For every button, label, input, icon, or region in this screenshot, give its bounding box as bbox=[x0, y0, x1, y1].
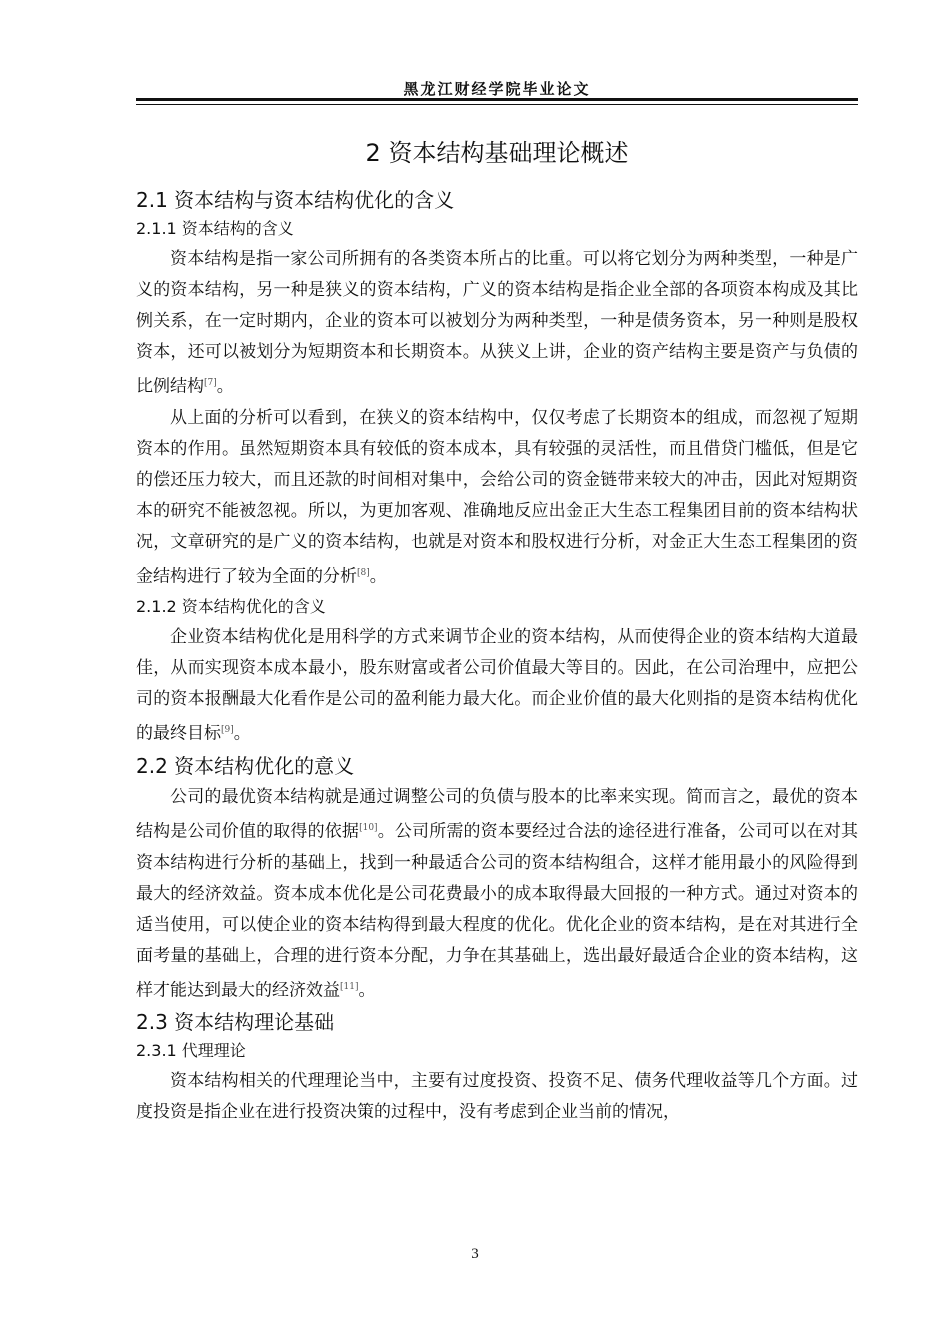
subsection-heading-2-3-1: 2.3.1 代理理论 bbox=[136, 1041, 246, 1061]
paragraph-end: 。 bbox=[216, 376, 234, 397]
paragraph-text: 资本结构相关的代理理论当中，主要有过度投资、投资不足、债务代理收益等几个方面。过度投资是指企业在进行投资决策的过程中，没有考虑到企业当前的情况， bbox=[136, 1071, 858, 1123]
citation-mark: [8] bbox=[357, 567, 370, 578]
section-heading-2-3: 2.3 资本结构理论基础 bbox=[136, 1010, 335, 1035]
paragraph-end: 。 bbox=[369, 566, 387, 587]
page-body bbox=[136, 130, 858, 1128]
citation-mark: [11] bbox=[340, 981, 359, 992]
paragraph-text: 从上面的分析可以看到，在狭义的资本结构中，仅仅考虑了长期资本的组成，而忽视了短期资本的作用。虽然短期资本具有较低的资本成本，具有较强的灵活性，而且借贷门槛低，但是它的偿还压力较大，而且还款的时间相对集中，会给公司的资金链带来较大的冲击，因此对短期资本的研究不能被忽视。所以，为更加客观、准确地反应出金正大生态工程集团目前的资本结构状况，文章研究的是广义的资本结构，也就是对资本和股权进行分析，对金正大生态工程集团的资金结构进行了较为全面的分析 bbox=[136, 407, 858, 587]
header-rule-thin bbox=[136, 104, 858, 105]
paragraph-2-2-a bbox=[136, 782, 858, 1006]
section-heading-2-2: 2.2 资本结构优化的意义 bbox=[136, 753, 355, 778]
citation-mark: [10] bbox=[359, 822, 378, 833]
running-header-title: 黑龙江财经学院毕业论文 bbox=[403, 80, 591, 98]
paragraph-text: 公司的最优资本结构就是通过调整公司的负债与股本的比率来实现。简而言之，最优的资本结构是公司价值的取得的依据 bbox=[136, 786, 858, 842]
citation-mark: [9] bbox=[221, 725, 234, 736]
paragraph-end: 。 bbox=[358, 980, 376, 1001]
subsection-heading-2-1-1: 2.1.1 资本结构的含义 bbox=[136, 219, 294, 238]
paragraph-2-3-1-a bbox=[136, 1066, 858, 1128]
paragraph-text: 。公司所需的资本要经过合法的途径进行准备，公司可以在对其资本结构进行分析的基础上，找到一种最适合公司的资本结构组合，这样才能用最小的风险得到最大的经济效益。资本成本优化是公司花费最小的成本取得最大回报的一种方式。通过对资本的适当使用，可以使企业的资本结构得到最大程度的优化。优化企业的资本结构，是在对其进行全面考量的基础上，合理的进行资本分配，力争在其基础上，选出最好最适合企业的资本结构，这样才能达到最大的经济效益 bbox=[136, 821, 859, 1001]
paragraph-text: 资本结构是指一家公司所拥有的各类资本所占的比重。可以将它划分为两种类型，一种是广义的资本结构，另一种是狭义的资本结构，广义的资本结构是指企业全部的各项资本构成及其比例关系，在一定时期内，企业的资本可以被划分为两种类型，一种是债务资本，另一种则是股权资本，还可以被划分为短期资本和长期资本。从狭义上讲，企业的资产结构主要是资产与负债的比例结构 bbox=[136, 249, 858, 397]
header-rule-thick bbox=[136, 98, 858, 101]
paragraph-2-1-2-a bbox=[136, 622, 858, 750]
paragraph-text: 企业资本结构优化是用科学的方式来调节企业的资本结构，从而使得企业的资本结构大道最佳，从而实现资本成本最小，股东财富或者公司价值最大等目的。因此，在公司治理中，应把公司的资本报酬最大化看作是公司的盈利能力最大化。而企业价值的最大化则指的是资本结构优化的最终目标 bbox=[136, 627, 858, 744]
paragraph-2-1-1-b bbox=[136, 403, 858, 593]
paragraph-end: 。 bbox=[233, 723, 251, 744]
subsection-heading-2-1-2: 2.1.2 资本结构优化的含义 bbox=[136, 597, 326, 617]
citation-mark: [7] bbox=[204, 378, 217, 388]
chapter-title: 2 资本结构基础理论概述 bbox=[365, 139, 629, 167]
section-heading-2-1: 2.1 资本结构与资本结构优化的含义 bbox=[136, 188, 455, 212]
paragraph-2-1-1-a bbox=[136, 244, 858, 403]
page-number: 3 bbox=[471, 1246, 479, 1262]
